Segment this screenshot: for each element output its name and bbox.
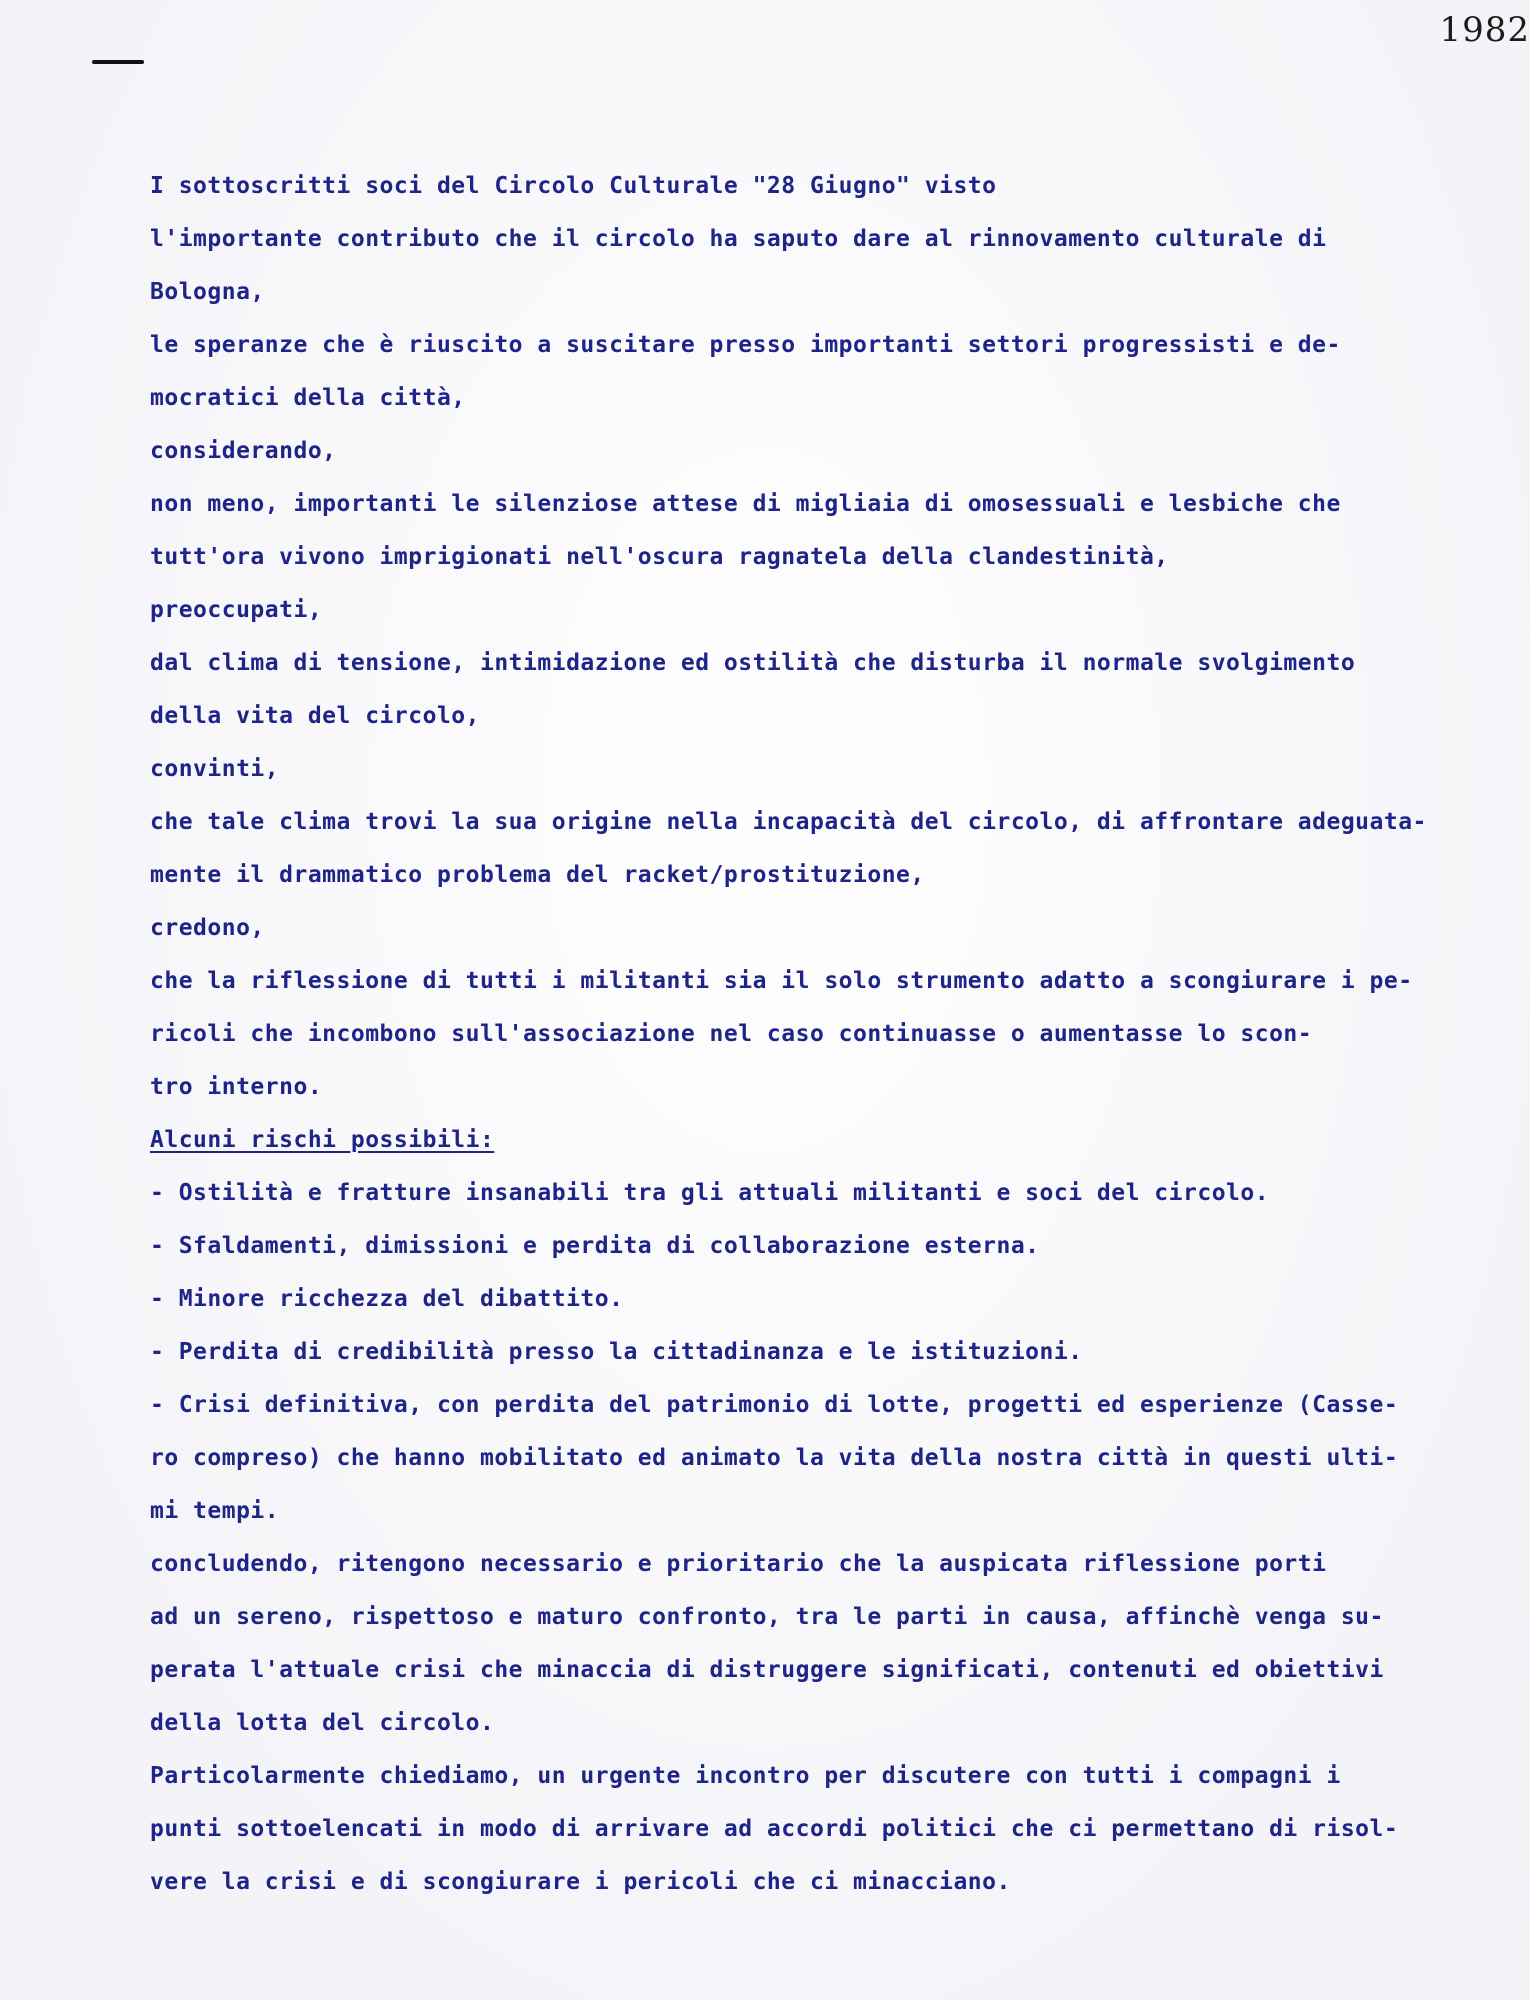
text-line: che tale clima trovi la sua origine nella incapacità del circolo, di affrontare adeguata- (150, 809, 1427, 835)
text-line: concludendo, ritengono necessario e prioritario che la auspicata riflessione porti (150, 1551, 1327, 1577)
risk-list-item: - Perdita di credibilità presso la cittadinanza e le istituzioni. (150, 1339, 1083, 1365)
text-line: perata l'attuale crisi che minaccia di distruggere significati, contenuti ed obiettivi (150, 1657, 1384, 1683)
risk-list-item: - Sfaldamenti, dimissioni e perdita di collaborazione esterna. (150, 1233, 1040, 1259)
text-line: Bologna, (150, 279, 265, 305)
text-line: ricoli che incombono sull'associazione nel caso continuasse o aumentasse lo scon- (150, 1021, 1313, 1047)
text-line: non meno, importanti le silenziose attese di migliaia di omosessuali e lesbiche che (150, 491, 1341, 517)
text-line: I sottoscritti soci del Circolo Culturale "28 Giugno" visto (150, 173, 997, 199)
risk-list-item: - Ostilità e fratture insanabili tra gli attuali militanti e soci del circolo. (150, 1180, 1270, 1206)
text-line: vere la crisi e di scongiurare i pericoli che ci minacciano. (150, 1869, 1011, 1895)
text-line: dal clima di tensione, intimidazione ed ostilità che disturba il normale svolgimento (150, 650, 1356, 676)
text-line: preoccupati, (150, 597, 323, 623)
text-line: mente il drammatico problema del racket/prostituzione, (150, 862, 925, 888)
margin-mark (92, 60, 144, 64)
text-line: tro interno. (150, 1074, 323, 1100)
typed-body-text (150, 160, 1480, 1909)
text-line: che la riflessione di tutti i militanti sia il solo strumento adatto a scongiurare i pe- (150, 968, 1413, 994)
text-line: mocratici della città, (150, 385, 466, 411)
text-line: credono, (150, 915, 265, 941)
text-line: ro compreso) che hanno mobilitato ed animato la vita della nostra città in questi ulti- (150, 1445, 1399, 1471)
handwritten-year-note: 1982 (1439, 10, 1530, 50)
text-line: tutt'ora vivono imprigionati nell'oscura ragnatela della clandestinità, (150, 544, 1169, 570)
risk-list-item: - Crisi definitiva, con perdita del patrimonio di lotte, progetti ed esperienze (Casse- (150, 1392, 1399, 1418)
text-line: punti sottoelencati in modo di arrivare ad accordi politici che ci permettano di risol- (150, 1816, 1399, 1842)
text-line: ad un sereno, rispettoso e maturo confronto, tra le parti in causa, affinchè venga su- (150, 1604, 1384, 1630)
text-line: della vita del circolo, (150, 703, 480, 729)
text-line: convinti, (150, 756, 280, 782)
text-line: l'importante contributo che il circolo ha saputo dare al rinnovamento culturale di (150, 226, 1327, 252)
risk-list-item: - Minore ricchezza del dibattito. (150, 1286, 624, 1312)
section-heading: Alcuni rischi possibili: (150, 1127, 495, 1153)
text-line: considerando, (150, 438, 337, 464)
text-line: Particolarmente chiediamo, un urgente incontro per discutere con tutti i compagni i (150, 1763, 1341, 1789)
text-line: della lotta del circolo. (150, 1710, 495, 1736)
text-line: mi tempi. (150, 1498, 280, 1524)
text-line: le speranze che è riuscito a suscitare presso importanti settori progressisti e de- (150, 332, 1341, 358)
